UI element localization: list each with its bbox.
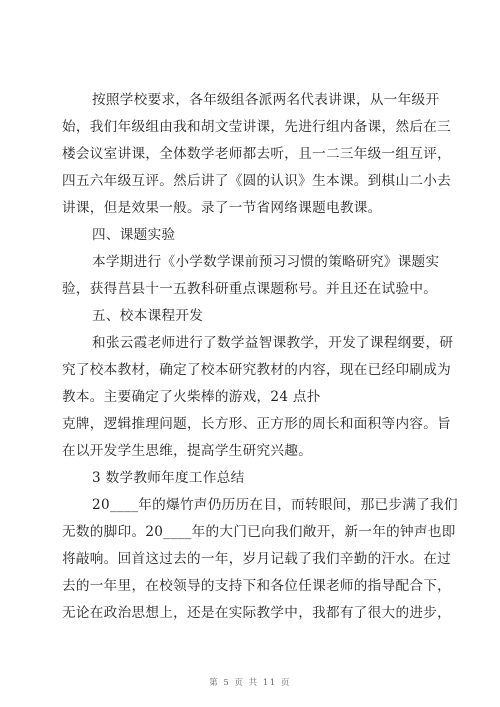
section-heading: 五、校本课程开发: [92, 308, 204, 324]
paragraph-line: 无论在政治思想上，还是在实际教学中，我都有了很大的进步，: [62, 605, 452, 621]
paragraph-line: 楼会议室讲课，全体数学老师都去听，且一二三年级一组互评，: [62, 146, 452, 162]
article-heading: 3 数学教师年度工作总结: [92, 470, 245, 486]
paragraph-line: 教本。主要确定了火柴棒的游戏，24 点扑: [62, 389, 321, 405]
paragraph-line: 本学期进行《小学数学课前预习习惯的策略研究》课题实: [92, 254, 440, 270]
paragraph-line: 究了校本教材，确定了校本研究教材的内容，现在已经印刷成为: [62, 362, 452, 378]
paragraph-line: 将敲响。回首这过去的一年，岁月记载了我们辛勤的汗水。在过: [62, 551, 452, 567]
paragraph-line: 始，我们年级组由我和胡文莹讲课，先进行组内备课，然后在三: [62, 119, 452, 135]
paragraph-line: 克牌，逻辑推理问题，长方形、正方形的周长和面积等内容。旨: [62, 416, 452, 432]
paragraph-line: 在以开发学生思维，提高学生研究兴趣。: [62, 443, 313, 459]
paragraph-line: 四五六年级互评。然后讲了《圆的认识》生本课。到棋山二小去: [62, 173, 452, 189]
paragraph-line: 按照学校要求，各年级组各派两名代表讲课，从一年级开: [92, 92, 440, 108]
section-heading: 四、课题实验: [92, 227, 176, 243]
page-footer: 第 5 页 共 11 页: [209, 678, 291, 688]
paragraph-line: 和张云霞老师进行了数学益智课教学，开发了课程纲要，研: [92, 335, 454, 351]
paragraph-line: 无数的脚印。20____年的大门已向我们敞开，新一年的钟声也即: [62, 524, 456, 540]
paragraph-line: 验，获得莒县十一五教科研重点课题称号。并且还在试验中。: [62, 281, 438, 297]
paragraph-line: 讲课，但是效果一般。录了一节省网络课题电教课。: [62, 200, 382, 216]
paragraph-line: 去的一年里，在校领导的支持下和各位任课老师的指导配合下，: [62, 578, 452, 594]
paragraph-line: 20____年的爆竹声仍历历在目，而转眼间，那已步满了我们: [92, 497, 458, 513]
